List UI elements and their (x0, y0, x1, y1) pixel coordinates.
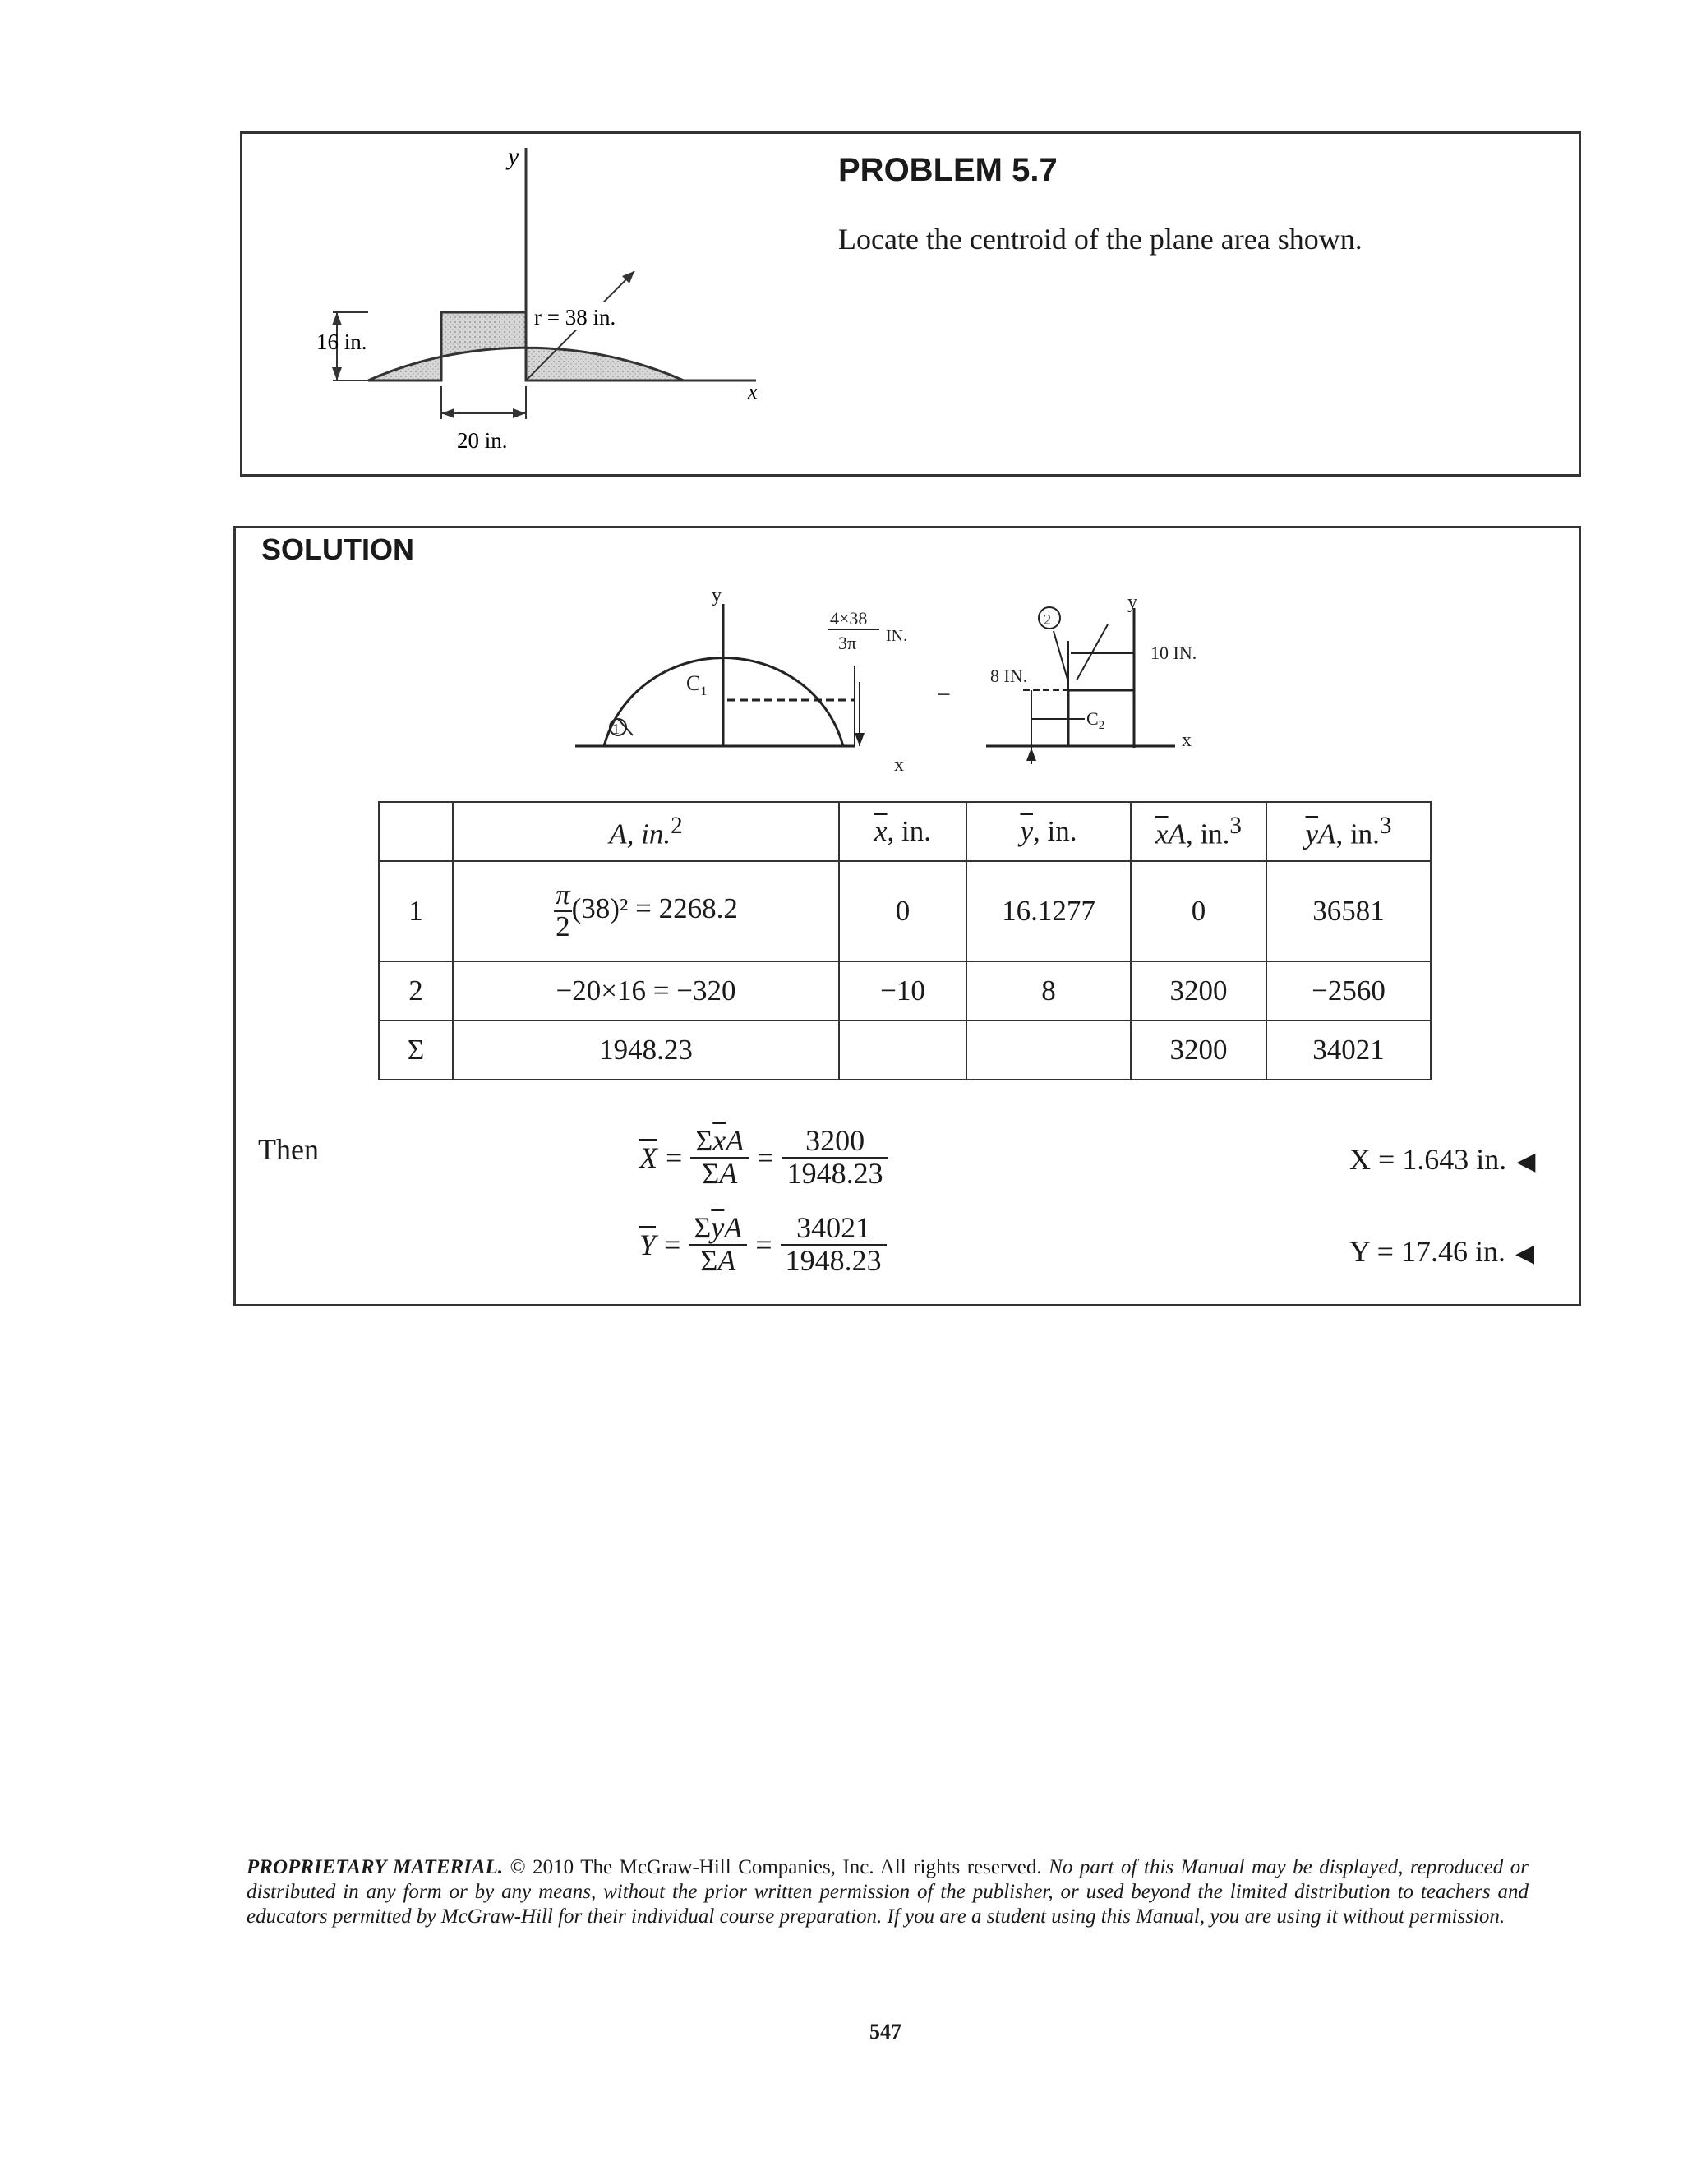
row-ya: 34021 (1266, 1021, 1431, 1080)
result-x: X = 1.643 in. ◀ (1349, 1143, 1536, 1176)
row-xbar: 0 (839, 861, 966, 961)
solution-sketch (0, 575, 1683, 789)
problem-statement: Locate the centroid of the plane area shown. (838, 223, 1363, 256)
row-xbar (839, 1021, 966, 1080)
problem-title: PROBLEM 5.7 (838, 152, 1058, 188)
sketch-ybar1-unit: IN. (886, 627, 908, 645)
row-ya: 36581 (1266, 861, 1431, 961)
equation-y: $\overline{Y}$ = $\frac{\Sigma\overline{y}A}{\Sigma A}$ = $\frac{34021}{1948.23}$ (639, 1213, 887, 1277)
row-xa: 0 (1131, 861, 1266, 961)
row-xa: 3200 (1131, 961, 1266, 1021)
sketch-c2-label: $C_2$ (1086, 708, 1105, 732)
sketch-ybar1-denominator: 3π (838, 633, 857, 653)
row-ybar (966, 1021, 1131, 1080)
sketch-dim-10: 10 IN. (1150, 643, 1197, 663)
table-header-xbar: $\overline{x}$, in. (839, 802, 966, 861)
result-arrow-icon: ◀ (1515, 1240, 1535, 1267)
sketch-ybar1-numerator: 4×38 (830, 608, 868, 629)
sketch-part2-number: 2 (1044, 611, 1051, 628)
table-header-ya: $\overline{y}A$, in.$^3$ (1266, 802, 1431, 861)
equation-x: $\overline{X}$ = $\frac{\Sigma\overline{x}A}{\Sigma A}$ = $\frac{3200}{1948.23}$ (639, 1126, 888, 1190)
table-sum-row (379, 1021, 1431, 1080)
row-area: $\frac{\pi}{2}$ (38)² = 2268.2 (453, 861, 839, 961)
row-area: 1948.23 (453, 1021, 839, 1080)
radius-label: r = 38 in. (534, 305, 616, 329)
table-row (379, 861, 1431, 961)
row-id: 1 (379, 861, 453, 961)
row-area: −20×16 = −320 (453, 961, 839, 1021)
solution-title: SOLUTION (261, 532, 414, 566)
row-id: Σ (379, 1021, 453, 1080)
then-label: Then (258, 1133, 319, 1166)
result-arrow-icon: ◀ (1516, 1148, 1536, 1175)
sketch-x1-label: x (894, 754, 904, 776)
sketch-part1-number: 1 (612, 721, 620, 737)
table-header-ybar: $\overline{y}$, in. (966, 802, 1131, 861)
row-xa: 3200 (1131, 1021, 1266, 1080)
width-label: 20 in. (457, 428, 508, 453)
table-header-row (379, 802, 1431, 861)
page-number: 547 (869, 2020, 901, 2043)
height-label: 16 in. (316, 329, 367, 354)
result-y: Y = 17.46 in. ◀ (1349, 1235, 1535, 1268)
sketch-y1-label: y (712, 585, 722, 606)
row-ya: −2560 (1266, 961, 1431, 1021)
row-ybar: 16.1277 (966, 861, 1131, 961)
table-header-xa: $\overline{x}A$, in.$^3$ (1131, 802, 1266, 861)
table-row (379, 961, 1431, 1021)
copyright-footer: PROPRIETARY MATERIAL. © 2010 The McGraw-Hill Companies, Inc. All rights reserved. No part of this Manual may be displayed, reproduced or distributed in any form or by any means, without the prior written permission of the publisher, or used beyond the limited distribution to teachers and educators permitted by McGraw-Hill for their individual course preparation. If you are a student using this Manual, you are using it without permission. (247, 1856, 1529, 1928)
centroid-table (378, 801, 1432, 1080)
sketch-y2-label: y (1127, 592, 1137, 613)
row-xbar: −10 (839, 961, 966, 1021)
row-id: 2 (379, 961, 453, 1021)
y-axis-label: y (508, 143, 519, 170)
sketch-dim-8: 8 IN. (990, 666, 1028, 686)
sketch-minus: − (937, 681, 951, 708)
table-header-id (379, 802, 453, 861)
table-header-area: A, in.$^2$ (453, 802, 839, 861)
sketch-c1-label: $C_1$ (686, 671, 708, 698)
row-ybar: 8 (966, 961, 1131, 1021)
sketch-x2-label: x (1182, 730, 1192, 751)
x-axis-label: x (748, 380, 758, 403)
